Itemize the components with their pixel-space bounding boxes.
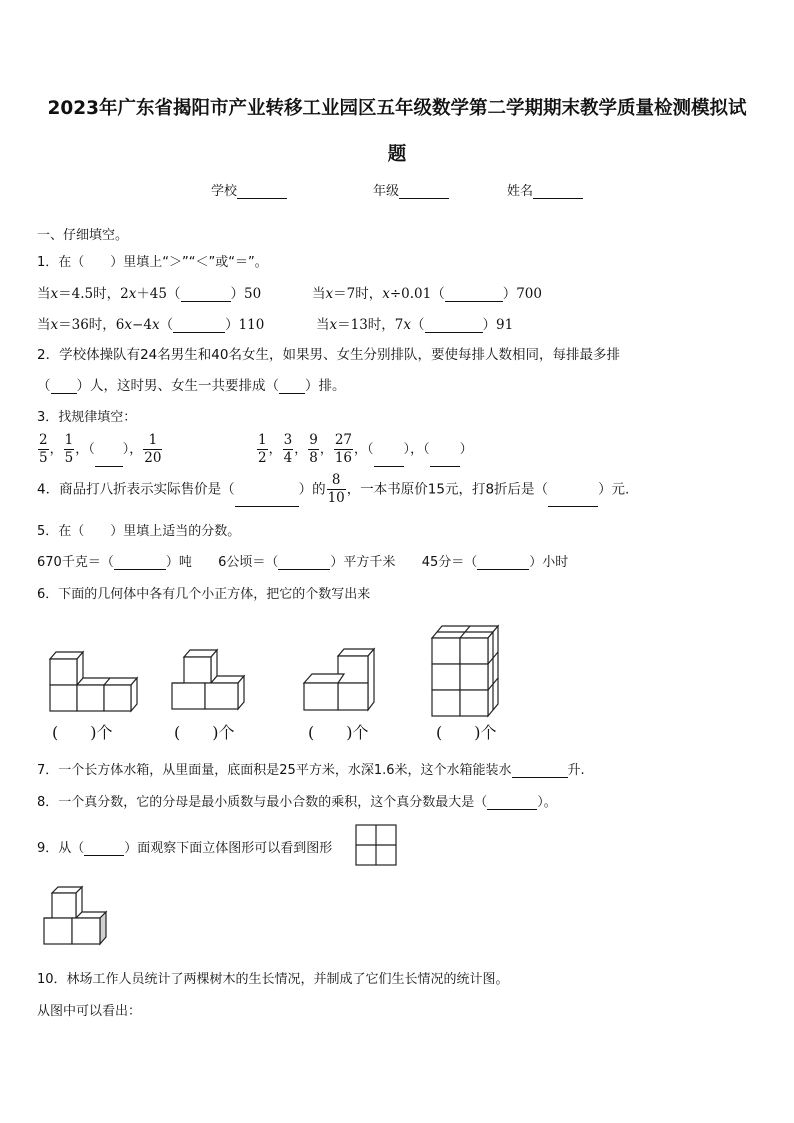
q5-text: 670千克＝（ — [37, 555, 114, 570]
comma: ， — [410, 442, 424, 457]
school-blank[interactable] — [237, 198, 287, 199]
cube-figure-2 — [168, 643, 248, 715]
q1-text: ＝4.5时，2 — [58, 286, 129, 302]
answer-blank[interactable] — [278, 569, 330, 570]
comma: ， — [49, 442, 63, 457]
q1-text: ）91 — [482, 317, 514, 333]
name-label: 姓名 — [507, 184, 534, 199]
q1-text: ＝13时，7 — [337, 317, 404, 333]
answer-blank[interactable] — [51, 393, 77, 394]
fraction: $\frac{1}{5}$ — [64, 432, 74, 466]
question-7 — [37, 759, 585, 778]
q1-text: 当 — [316, 317, 330, 333]
solid-figure-q9 — [40, 884, 112, 948]
paren: （ — [423, 442, 430, 457]
question-4 — [37, 472, 629, 507]
school-label: 学校 — [211, 184, 238, 199]
figure-2-answer[interactable]: ( )个 — [174, 723, 235, 742]
question-1-row-2b — [316, 313, 513, 333]
q2-text: （ — [37, 378, 51, 394]
q5-text: 45分＝（ — [421, 555, 478, 570]
question-2-line-2 — [37, 374, 346, 394]
q7-text: 7．一个长方体水箱，从里面量，底面积是25平方米，水深1.6米，这个水箱能装水 — [37, 763, 512, 778]
school-field — [211, 180, 287, 199]
title-line-2: 题 — [387, 144, 407, 165]
q5-text: 6公顷＝（ — [218, 555, 279, 570]
view-grid-figure — [355, 824, 397, 866]
cube-figure-4 — [428, 622, 504, 718]
paren: （ — [367, 442, 374, 457]
cube-figure-1-shape — [50, 652, 137, 711]
question-3-sequence-2 — [256, 432, 473, 467]
q1-var: x — [382, 286, 390, 302]
question-3: 3．找规律填空： — [37, 410, 137, 425]
q5-text: ）吨 — [165, 555, 192, 570]
answer-blank[interactable] — [84, 855, 124, 856]
answer-blank[interactable] — [181, 301, 231, 302]
fraction: $\frac{9}{8}$ — [309, 432, 318, 466]
q7-text: 升. — [567, 763, 585, 778]
answer-blank[interactable] — [114, 569, 166, 570]
fraction: $\frac{1}{2}$ — [258, 432, 267, 466]
question-2-line-1: 2．学校体操队有24名男生和40名女生，如果男、女生分别排队，要使每排人数相同，每排最多排 — [37, 347, 620, 363]
grade-field — [373, 180, 449, 199]
paren: （ — [88, 442, 95, 457]
answer-blank[interactable] — [374, 466, 404, 467]
answer-blank[interactable] — [548, 506, 598, 507]
answer-blank[interactable] — [425, 332, 483, 333]
question-9 — [37, 837, 389, 856]
fraction: $\frac{2}{5}$ — [39, 432, 48, 466]
figure-3-answer[interactable]: ( )个 — [308, 723, 369, 742]
comma: ， — [268, 442, 282, 457]
question-10-sub: 从图中可以看出： — [37, 1004, 142, 1019]
q1-var: x — [329, 317, 338, 333]
q2-text: ）排。 — [305, 378, 346, 394]
answer-blank[interactable] — [487, 809, 537, 810]
question-1-row-1 — [37, 282, 261, 302]
q8-text: ）。 — [537, 795, 557, 810]
paren: ） — [403, 442, 411, 457]
comma: ， — [75, 442, 89, 457]
question-1-row-2 — [37, 313, 264, 333]
q1-var: x — [325, 286, 334, 302]
q4-text: ）的 — [298, 481, 326, 498]
q1-text: ）700 — [502, 286, 542, 302]
fraction: $\frac{27}{16}$ — [334, 432, 353, 466]
q4-text: ）元. — [598, 481, 630, 498]
q1-text: ）50 — [230, 286, 262, 302]
q2-text: ）人，这时男、女生一共要排成（ — [76, 378, 279, 394]
question-1: 1．在（ ）里填上“＞”“＜”或“＝”。 — [37, 255, 268, 270]
q1-var: x — [151, 317, 160, 333]
title-line-1: 2023年广东省揭阳市产业转移工业园区五年级数学第二学期期末教学质量检测模拟试 — [47, 98, 747, 119]
q1-text: （ — [411, 317, 425, 333]
paren: ） — [122, 442, 130, 457]
answer-blank[interactable] — [445, 301, 503, 302]
answer-blank[interactable] — [477, 569, 529, 570]
name-field — [507, 180, 583, 199]
question-6: 6．下面的几何体中各有几个小正方体，把它的个数写出来 — [37, 587, 371, 602]
grade-blank[interactable] — [399, 198, 449, 199]
cube-figure-3 — [300, 644, 380, 716]
answer-blank[interactable] — [512, 777, 568, 778]
q1-text: ÷0.01（ — [389, 286, 445, 302]
q4-text: ，一本书原价15元，打8折后是（ — [346, 481, 549, 498]
question-3-sequence-1 — [37, 432, 163, 467]
q1-text: 当 — [37, 286, 51, 302]
paren: ） — [459, 442, 473, 457]
q1-text: 当 — [37, 317, 51, 333]
question-5: 5．在（ ）里填上适当的分数。 — [37, 524, 241, 539]
fraction: $\frac{3}{4}$ — [283, 432, 293, 466]
page-title — [30, 86, 764, 178]
figure-1-answer[interactable]: ( )个 — [52, 723, 113, 742]
q5-text: ）平方千米 — [330, 555, 396, 570]
q1-text: 当 — [312, 286, 326, 302]
answer-blank[interactable] — [95, 466, 123, 467]
q1-text: ＝7时， — [333, 286, 383, 302]
name-blank[interactable] — [533, 198, 583, 199]
q1-var: x — [124, 317, 133, 333]
q1-text: ＋45（ — [136, 286, 181, 302]
q5-text: ）小时 — [529, 555, 569, 570]
q8-text: 8．一个真分数，它的分母是最小质数与最小合数的乘积，这个真分数最大是（ — [37, 795, 488, 810]
fraction: $\frac{8}{10}$ — [327, 472, 345, 506]
q1-text: −4 — [132, 317, 152, 333]
q1-text: ）110 — [225, 317, 265, 333]
answer-blank[interactable] — [279, 393, 305, 394]
fraction: $\frac{1}{20}$ — [144, 432, 162, 466]
answer-blank[interactable] — [173, 332, 225, 333]
answer-blank[interactable] — [430, 466, 460, 467]
q1-var: x — [128, 286, 137, 302]
q1-var: x — [50, 286, 59, 302]
question-5-items — [37, 551, 568, 570]
q1-var: x — [50, 317, 59, 333]
section-heading: 一、仔细填空。 — [37, 228, 129, 243]
q1-var: x — [403, 317, 412, 333]
cube-figure-1 — [44, 645, 140, 715]
q1-text: ＝36时，6 — [58, 317, 125, 333]
answer-blank[interactable] — [235, 506, 299, 507]
q4-text: 4．商品打八折表示实际售价是（ — [37, 481, 235, 498]
comma: ， — [294, 442, 308, 457]
q9-text: 9．从（ — [37, 841, 85, 856]
q1-text: （ — [159, 317, 174, 333]
figure-4-answer[interactable]: ( )个 — [436, 723, 497, 742]
question-10: 10．林场工作人员统计了两棵树木的生长情况，并制成了它们生长情况的统计图。 — [37, 972, 509, 987]
q9-text: ）面观察下面立体图形可以看到图形 — [124, 841, 333, 856]
comma: ， — [319, 442, 333, 457]
question-1-row-1b — [312, 282, 542, 302]
grade-label: 年级 — [373, 184, 400, 199]
question-8 — [37, 791, 557, 810]
comma: ， — [354, 442, 368, 457]
comma: ， — [129, 442, 143, 457]
